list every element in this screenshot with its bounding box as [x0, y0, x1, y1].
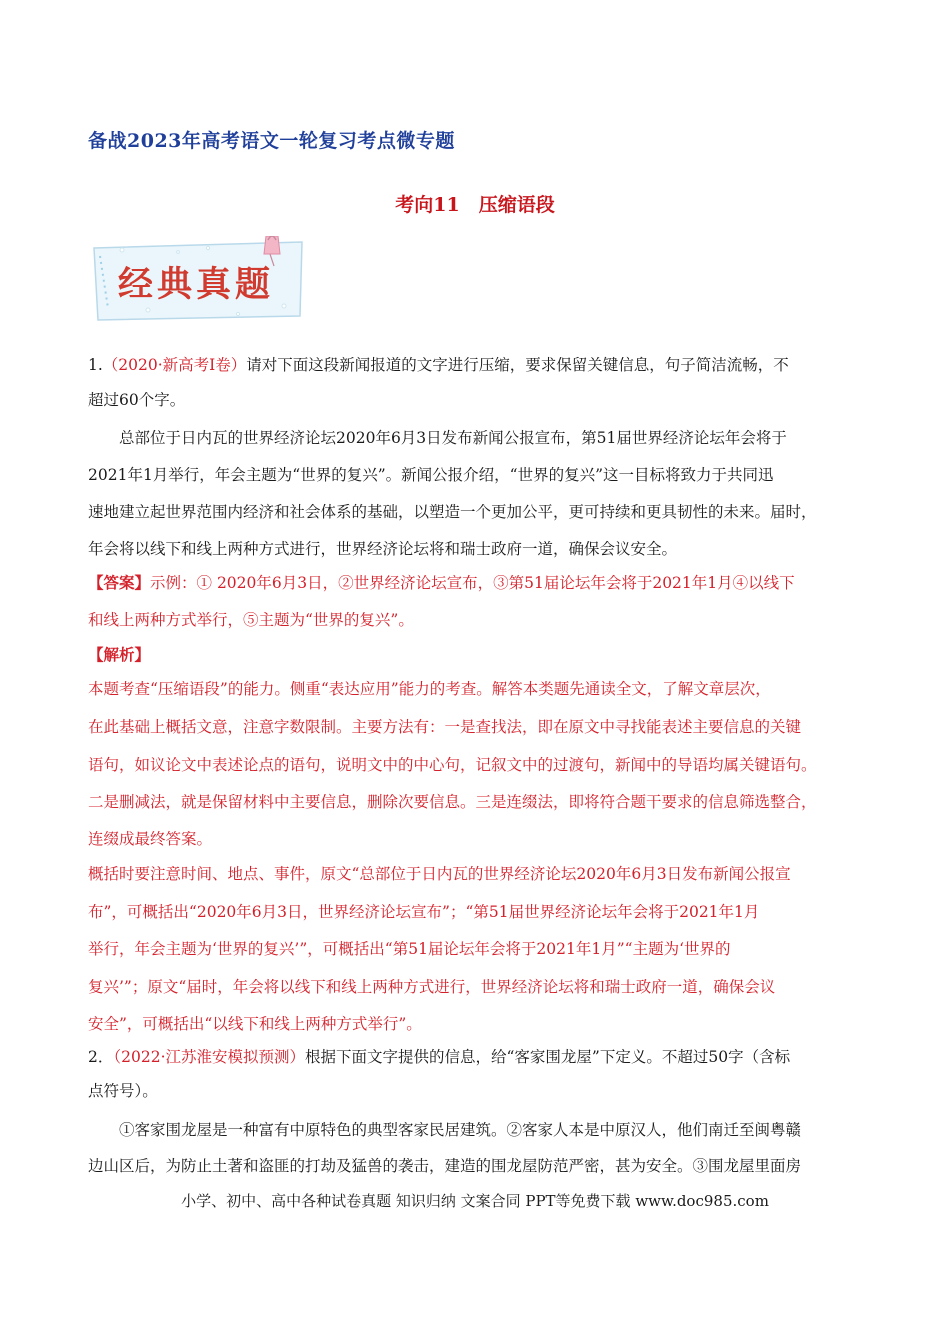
question-2-prompt-line-2: 点符号）。: [88, 1082, 158, 1100]
analysis-line: 语句，如议论文中表述论点的语句，说明文中的中心句，记叙文中的过渡句，新闻中的导语均属关键语句。: [88, 756, 817, 774]
analysis-line: 安全”，可概括出“以线下和线上两种方式举行”。: [88, 1015, 422, 1033]
question-1-prompt-line-1: [88, 355, 789, 375]
analysis-line: 举行，年会主题为‘世界的复兴’”，可概括出“第51届论坛年会将于2021年1月”“主题为‘世界的: [88, 940, 731, 958]
classic-questions-badge: [88, 236, 310, 322]
analysis-line: 复兴’”；原文“届时，年会将以线下和线上两种方式进行，世界经济论坛将和瑞士政府一道，确保会议: [88, 978, 776, 996]
answer-text: 示例：① 2020年6月3日，②世界经济论坛宣布，③第51届论坛年会将于2021年1月④以线下: [150, 574, 795, 592]
passage-line: 总部位于日内瓦的世界经济论坛2020年6月3日发布新闻公报宣布，第51届世界经济论坛年会将于: [88, 429, 787, 447]
question-1-number: 1.: [88, 356, 103, 374]
analysis-line: 本题考查“压缩语段”的能力。侧重“表达应用”能力的考查。解答本类题先通读全文，了解文章层次，: [88, 680, 771, 698]
question-1-prompt-line-2: 超过60个字。: [88, 391, 186, 409]
page-footer: 小学、初中、高中各种试卷真题 知识归纳 文案合同 PPT等免费下载 www.doc985.com: [181, 1192, 769, 1210]
question-2-prompt: 根据下面文字提供的信息，给“客家围龙屋”下定义。不超过50字（含标: [305, 1048, 791, 1066]
badge-label: 经典真题: [118, 264, 275, 305]
passage-line: 2021年1月举行，年会主题为“世界的复兴”。新闻公报介绍，“世界的复兴”这一目标将致力于共同迅: [88, 466, 774, 484]
answer-line-2: 和线上两种方式举行，⑤主题为“世界的复兴”。: [88, 611, 414, 629]
passage-line: ①客家围龙屋是一种富有中原特色的典型客家民居建筑。②客家人本是中原汉人，他们南迁至闽粤赣: [88, 1121, 802, 1139]
analysis-line: 概括时要注意时间、地点、事件，原文“总部位于日内瓦的世界经济论坛2020年6月3日发布新闻公报宣: [88, 865, 791, 883]
question-1-prompt: 请对下面这段新闻报道的文字进行压缩，要求保留关键信息，句子简洁流畅，不: [246, 356, 789, 374]
analysis-line: 连缀成最终答案。: [88, 830, 213, 848]
section-title: 考向11 压缩语段: [395, 194, 555, 216]
question-1-source: （2020·新高考Ⅰ卷）: [102, 356, 247, 374]
analysis-line: 在此基础上概括文意，注意字数限制。主要方法有：一是查找法，即在原文中寻找能表述主要信息的关键: [88, 718, 802, 736]
question-2-source: （2022·江苏淮安模拟预测）: [113, 1048, 305, 1066]
question-2-prompt-line-1: [88, 1047, 790, 1067]
question-2-number: 2．: [88, 1048, 114, 1066]
answer-tag: 【答案】: [88, 573, 151, 592]
analysis-line: 二是删减法，就是保留材料中主要信息，删除次要信息。三是连缀法，即将符合题干要求的信息筛选整合，: [88, 793, 817, 811]
document-title: 备战2023年高考语文一轮复习考点微专题: [88, 130, 455, 152]
analysis-tag: 【解析】: [88, 645, 151, 664]
passage-line: 年会将以线下和线上两种方式进行，世界经济论坛将和瑞士政府一道，确保会议安全。: [88, 540, 678, 558]
answer-line-1: [88, 573, 795, 593]
passage-line: 速地建立起世界范围内经济和社会体系的基础，以塑造一个更加公平，更可持续和更具韧性的未来。届时，: [88, 503, 817, 521]
analysis-line: 布”，可概括出“2020年6月3日，世界经济论坛宣布”；“第51届世界经济论坛年会将于2021年1月: [88, 903, 760, 921]
passage-line: 边山区后，为防止土著和盗匪的打劫及猛兽的袭击，建造的围龙屋防范严密，甚为安全。③围龙屋里面房: [88, 1157, 802, 1175]
